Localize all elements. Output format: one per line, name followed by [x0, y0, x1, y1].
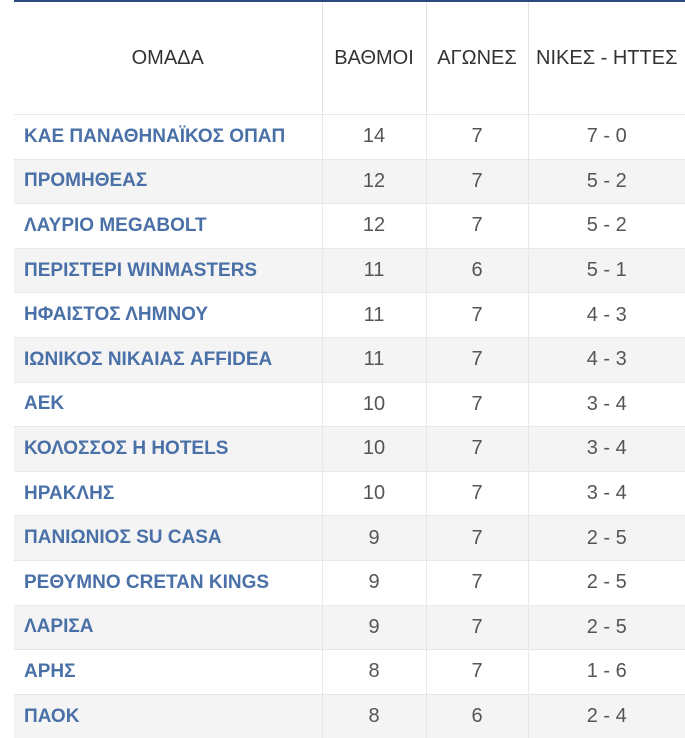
table-row	[14, 337, 685, 382]
games-cell: 7	[426, 204, 528, 249]
team-name-link[interactable]: ΠΑΟΚ	[14, 694, 322, 738]
team-name-link[interactable]: ΙΩΝΙΚΟΣ ΝΙΚΑΙΑΣ AFFIDEA	[14, 337, 322, 382]
team-name-link[interactable]: ΚΟΛΟΣΣΟΣ H HOTELS	[14, 427, 322, 472]
points-cell: 8	[322, 650, 426, 695]
table-row	[14, 427, 685, 472]
standings-table-container	[14, 0, 685, 724]
header-row	[14, 2, 685, 115]
games-cell: 7	[426, 159, 528, 204]
table-header	[14, 2, 685, 115]
wins-losses-cell: 7 - 0	[528, 115, 685, 160]
games-cell: 7	[426, 293, 528, 338]
games-cell: 7	[426, 560, 528, 605]
wins-losses-cell: 5 - 2	[528, 204, 685, 249]
games-cell: 7	[426, 115, 528, 160]
games-cell: 7	[426, 427, 528, 472]
standings-table	[14, 2, 685, 738]
wins-losses-cell: 2 - 4	[528, 694, 685, 738]
wins-losses-cell: 2 - 5	[528, 560, 685, 605]
table-row	[14, 605, 685, 650]
table-row	[14, 204, 685, 249]
header-team[interactable]: ΟΜΑΔΑ	[14, 2, 322, 115]
wins-losses-cell: 5 - 1	[528, 248, 685, 293]
games-cell: 7	[426, 650, 528, 695]
table-row	[14, 159, 685, 204]
table-row	[14, 471, 685, 516]
points-cell: 9	[322, 605, 426, 650]
table-row	[14, 115, 685, 160]
points-cell: 11	[322, 293, 426, 338]
points-cell: 12	[322, 204, 426, 249]
team-name-link[interactable]: ΠΕΡΙΣΤΕΡΙ WINMASTERS	[14, 248, 322, 293]
wins-losses-cell: 4 - 3	[528, 337, 685, 382]
points-cell: 8	[322, 694, 426, 738]
table-row	[14, 248, 685, 293]
team-name-link[interactable]: ΛΑΡΙΣΑ	[14, 605, 322, 650]
wins-losses-cell: 1 - 6	[528, 650, 685, 695]
wins-losses-cell: 2 - 5	[528, 605, 685, 650]
team-name-link[interactable]: ΗΦΑΙΣΤΟΣ ΛΗΜΝΟΥ	[14, 293, 322, 338]
wins-losses-cell: 4 - 3	[528, 293, 685, 338]
points-cell: 10	[322, 427, 426, 472]
wins-losses-cell: 3 - 4	[528, 382, 685, 427]
table-row	[14, 516, 685, 561]
games-cell: 7	[426, 516, 528, 561]
games-cell: 6	[426, 694, 528, 738]
header-wins-losses[interactable]: ΝΙΚΕΣ - ΗΤΤΕΣ	[528, 2, 685, 115]
wins-losses-cell: 5 - 2	[528, 159, 685, 204]
points-cell: 12	[322, 159, 426, 204]
table-row	[14, 650, 685, 695]
team-name-link[interactable]: ΑΕΚ	[14, 382, 322, 427]
header-games[interactable]: ΑΓΩΝΕΣ	[426, 2, 528, 115]
table-row	[14, 382, 685, 427]
team-name-link[interactable]: ΑΡΗΣ	[14, 650, 322, 695]
points-cell: 14	[322, 115, 426, 160]
points-cell: 11	[322, 248, 426, 293]
team-name-link[interactable]: ΛΑΥΡΙΟ MEGABOLT	[14, 204, 322, 249]
points-cell: 10	[322, 471, 426, 516]
header-points[interactable]: ΒΑΘΜΟΙ	[322, 2, 426, 115]
games-cell: 7	[426, 337, 528, 382]
table-row	[14, 560, 685, 605]
team-name-link[interactable]: ΗΡΑΚΛΗΣ	[14, 471, 322, 516]
games-cell: 6	[426, 248, 528, 293]
table-row	[14, 694, 685, 738]
team-name-link[interactable]: ΠΑΝΙΩΝΙΟΣ SU CASA	[14, 516, 322, 561]
team-name-link[interactable]: ΠΡΟΜΗΘΕΑΣ	[14, 159, 322, 204]
points-cell: 9	[322, 516, 426, 561]
team-name-link[interactable]: ΡΕΘΥΜΝΟ CRETAN KINGS	[14, 560, 322, 605]
games-cell: 7	[426, 605, 528, 650]
points-cell: 9	[322, 560, 426, 605]
points-cell: 10	[322, 382, 426, 427]
games-cell: 7	[426, 382, 528, 427]
wins-losses-cell: 2 - 5	[528, 516, 685, 561]
table-body	[14, 115, 685, 738]
team-name-link[interactable]: ΚΑΕ ΠΑΝΑΘΗΝΑΪΚΟΣ ΟΠΑΠ	[14, 115, 322, 160]
points-cell: 11	[322, 337, 426, 382]
table-row	[14, 293, 685, 338]
wins-losses-cell: 3 - 4	[528, 427, 685, 472]
wins-losses-cell: 3 - 4	[528, 471, 685, 516]
games-cell: 7	[426, 471, 528, 516]
